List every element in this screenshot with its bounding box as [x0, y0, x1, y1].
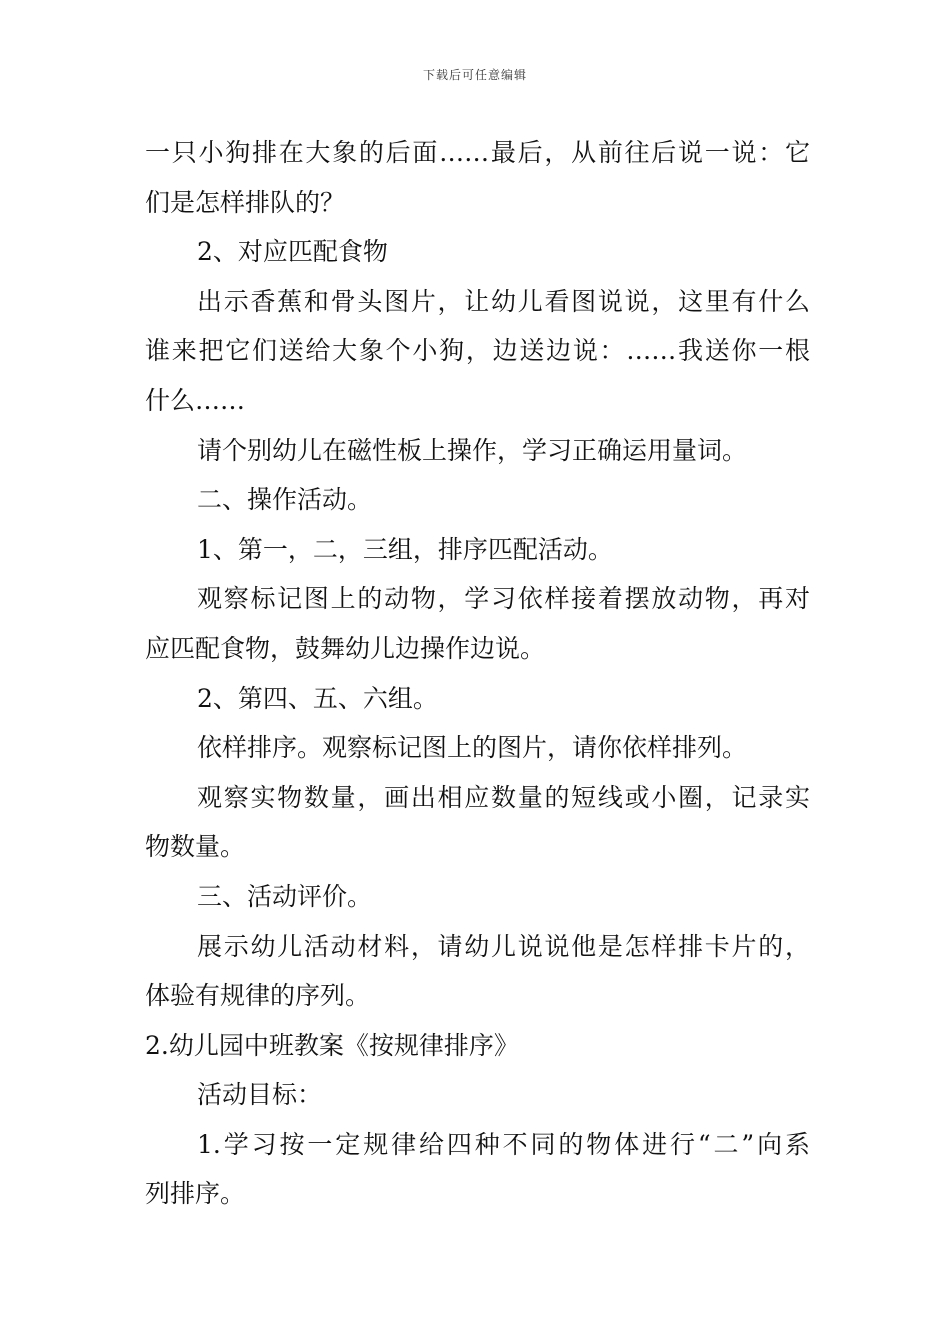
text-line-content: 观察实物数量，画出相应数量的短线或小圈，记录实	[197, 782, 810, 812]
text-line	[145, 971, 810, 1021]
text-line	[145, 773, 810, 823]
text-line-content: 1、第一，二，三组，排序匹配活动。	[197, 534, 613, 564]
text-line	[145, 1120, 810, 1170]
text-line	[145, 525, 810, 575]
text-line	[145, 922, 810, 972]
text-line	[145, 475, 810, 525]
text-line	[145, 1021, 810, 1071]
text-line-content: 2.幼儿园中班教案《按规律排序》	[145, 1030, 519, 1060]
text-line-content: 观察标记图上的动物，学习依样接着摆放动物，再对	[197, 584, 810, 614]
text-line-content: 2、对应匹配食物	[197, 237, 388, 267]
text-line	[145, 426, 810, 476]
text-line	[145, 376, 810, 426]
text-line	[145, 1070, 810, 1120]
text-line-content: 物数量。	[145, 832, 246, 862]
text-line-content: 1.学习按一定规律给四种不同的物体进行“二”向系	[197, 1129, 810, 1159]
text-line-content: 二、操作活动。	[197, 485, 373, 515]
text-line-content: 什么……	[145, 385, 246, 415]
text-line-content: 出示香蕉和骨头图片，让幼儿看图说说，这里有什么	[197, 286, 810, 316]
text-line	[145, 277, 810, 327]
text-line	[145, 723, 810, 773]
text-line	[145, 1169, 810, 1219]
text-line	[145, 574, 810, 624]
text-line	[145, 128, 810, 178]
text-line	[145, 674, 810, 724]
text-line-content: 列排序。	[145, 1179, 246, 1209]
text-line	[145, 326, 810, 376]
text-line	[145, 624, 810, 674]
text-line-content: 三、活动评价。	[197, 881, 373, 911]
text-line-content: 一只小狗排在大象的后面……最后，从前往后说一说：它	[145, 138, 810, 167]
text-line-content: 展示幼儿活动材料，请幼儿说说他是怎样排卡片的，	[197, 931, 810, 961]
text-line-content: 活动目标：	[197, 1080, 323, 1110]
text-line	[145, 178, 810, 228]
page-header: 下载后可任意编辑	[422, 68, 527, 82]
text-line	[145, 227, 810, 277]
document-body	[145, 128, 810, 1219]
text-line	[145, 872, 810, 922]
text-line	[145, 822, 810, 872]
text-line-content: 们是怎样排队的？	[145, 187, 346, 217]
text-line-content: 体验有规律的序列。	[145, 981, 371, 1011]
text-line-content: 2、第四、五、六组。	[197, 683, 438, 713]
text-line-content: 谁来把它们送给大象个小狗，边送边说：……我送你一根	[145, 336, 810, 366]
text-line-content: 请个别幼儿在磁性板上操作，学习正确运用量词。	[197, 435, 748, 465]
text-line-content: 应匹配食物，鼓舞幼儿边操作边说。	[145, 633, 546, 663]
text-line-content: 依样排序。观察标记图上的图片，请你依样排列。	[197, 733, 748, 763]
